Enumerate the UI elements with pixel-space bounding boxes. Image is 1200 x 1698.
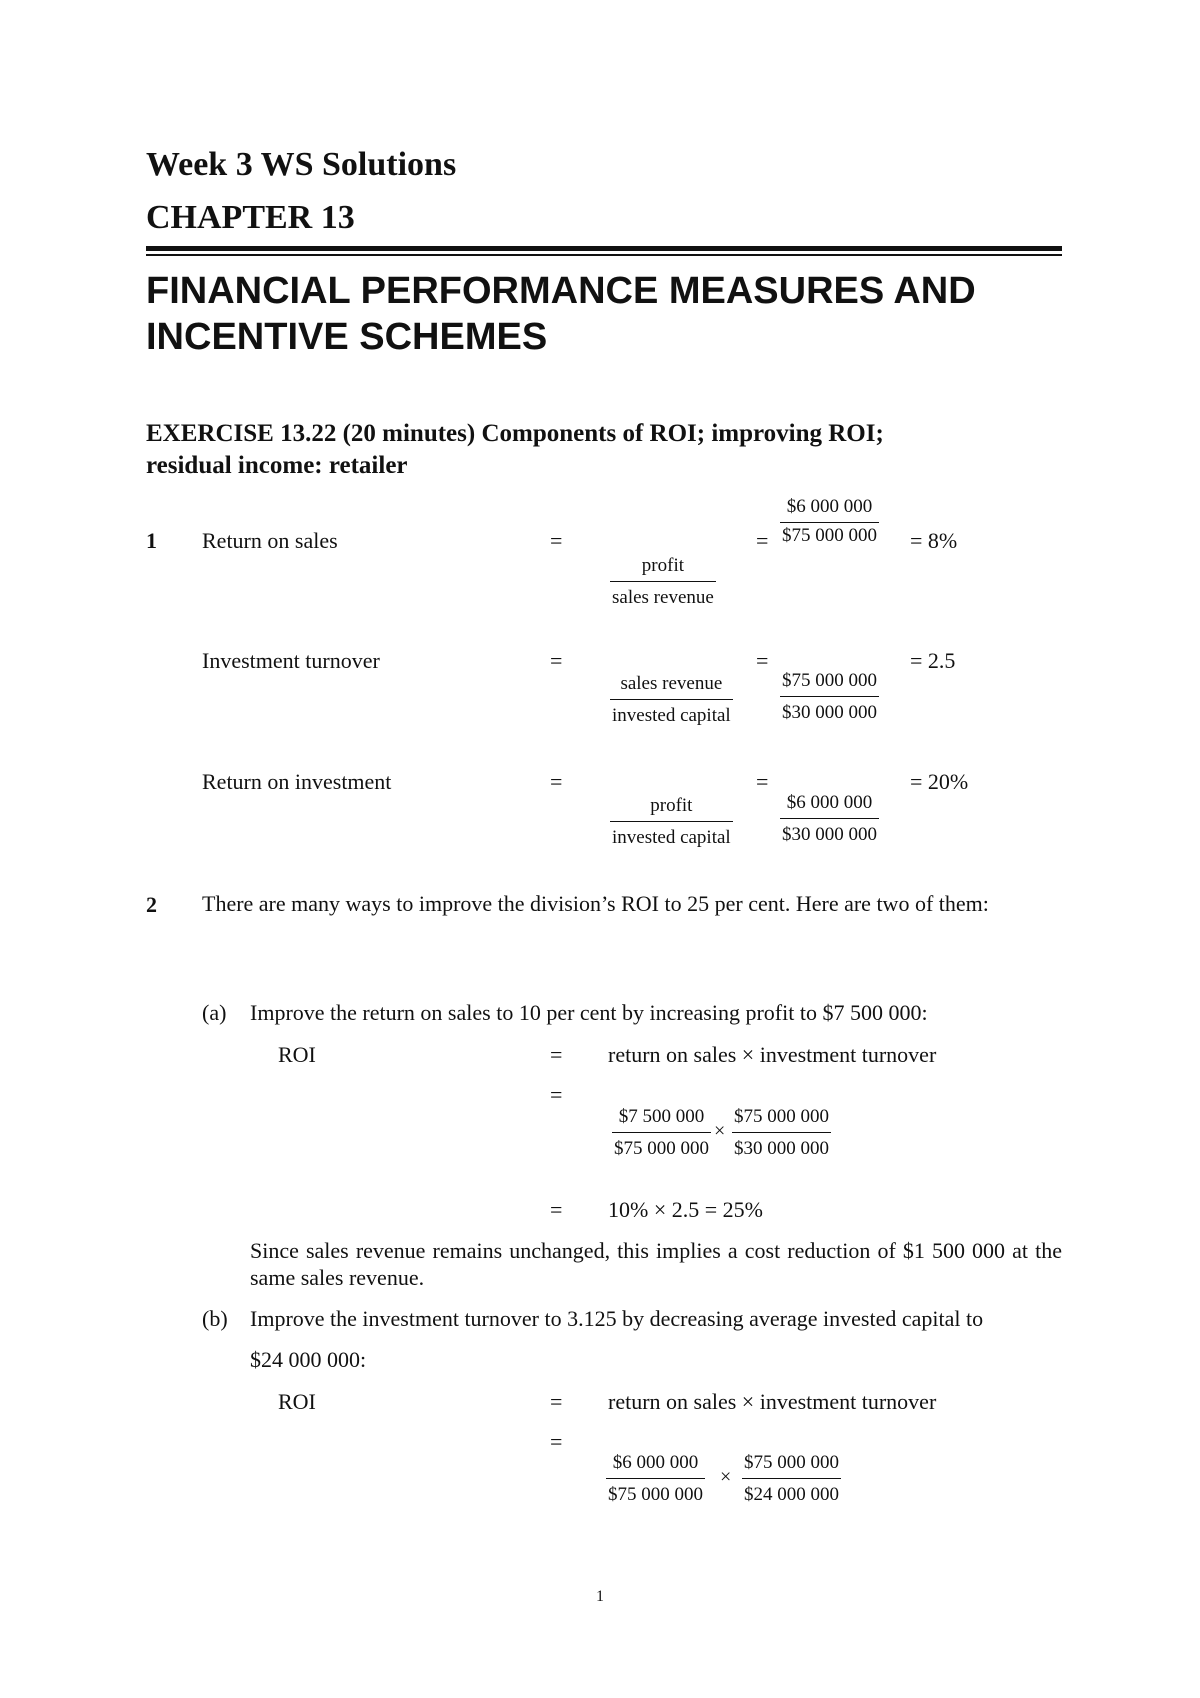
multiply-sign: × [720, 1466, 732, 1488]
part-1-number: 1 [146, 528, 157, 553]
option-a-text: Improve the return on sales to 10 per cent by increasing profit to $7 500 000: [250, 1000, 928, 1025]
return-on-sales-label: Return on sales [202, 528, 338, 553]
fraction-denominator: $30 000 000 [734, 1138, 829, 1159]
roi-label: ROI [278, 1389, 316, 1414]
return-on-investment-result: = 20% [910, 769, 969, 794]
formula-numerator: profit [610, 555, 716, 582]
formula-denominator: invested capital [612, 827, 731, 848]
return-on-sales-result: = 8% [910, 528, 958, 553]
roi-formula: return on sales × investment turnover [608, 1042, 937, 1067]
equals-sign: = [756, 648, 769, 673]
formula-denominator: invested capital [612, 705, 731, 726]
chapter-heading-line-1: FINANCIAL PERFORMANCE MEASURES AND [146, 270, 976, 312]
option-b-text-line-2: $24 000 000: [250, 1347, 367, 1372]
formula-numerator: sales revenue [610, 673, 733, 700]
exercise-heading-line-2: residual income: retailer [146, 452, 408, 479]
equals-sign: = [550, 769, 563, 794]
roi-label: ROI [278, 1042, 316, 1067]
divider-thin [146, 254, 1062, 256]
chapter-heading [146, 268, 1066, 360]
return-on-sales-formula [610, 555, 716, 609]
option-b-label: (b) [202, 1306, 228, 1331]
option-b-text-line-1: Improve the investment turnover to 3.125 by decreasing average invested capital to [250, 1306, 984, 1331]
fraction-denominator: $75 000 000 [614, 1138, 709, 1159]
formula-denominator: sales revenue [612, 587, 714, 608]
page-number: 1 [596, 1588, 604, 1605]
fraction-numerator: $75 000 000 [742, 1452, 841, 1479]
equals-sign: = [550, 528, 563, 553]
option-a-result: 10% × 2.5 = 25% [608, 1197, 763, 1222]
equals-sign: = [550, 1429, 563, 1454]
equals-sign: = [550, 1389, 563, 1414]
divider-thick [146, 246, 1062, 251]
fraction-numerator: $75 000 000 [732, 1106, 831, 1133]
return-on-investment-values [780, 792, 879, 846]
value-numerator: $75 000 000 [780, 670, 879, 697]
value-numerator: $6 000 000 [780, 496, 879, 523]
part-2-number: 2 [146, 892, 157, 917]
value-denominator: $30 000 000 [782, 824, 877, 845]
option-a-note: Since sales revenue remains unchanged, this implies a cost reduction of $1 500 000 at the same sales revenue. [250, 1238, 1062, 1290]
equals-sign: = [756, 769, 769, 794]
investment-turnover-label: Investment turnover [202, 648, 380, 673]
formula-numerator: profit [610, 795, 733, 822]
fraction-denominator: $24 000 000 [744, 1484, 839, 1505]
option-a-fraction-1 [612, 1106, 711, 1160]
equals-sign: = [756, 528, 769, 553]
investment-turnover-values [780, 670, 879, 724]
return-on-sales-values [780, 496, 879, 547]
value-denominator: $75 000 000 [782, 525, 877, 546]
investment-turnover-result: = 2.5 [910, 648, 956, 673]
equals-sign: = [550, 1042, 563, 1067]
fraction-denominator: $75 000 000 [608, 1484, 703, 1505]
chapter-label: CHAPTER 13 [146, 199, 355, 236]
equals-sign: = [550, 648, 563, 673]
equals-sign: = [550, 1197, 563, 1222]
option-a-fraction-2 [732, 1106, 831, 1160]
exercise-heading [146, 418, 1066, 482]
investment-turnover-formula [610, 673, 733, 727]
return-on-investment-label: Return on investment [202, 769, 392, 794]
chapter-heading-line-2: INCENTIVE SCHEMES [146, 316, 548, 358]
part-2-intro: There are many ways to improve the division’s ROI to 25 per cent. Here are two of them: [202, 891, 989, 916]
value-numerator: $6 000 000 [780, 792, 879, 819]
return-on-investment-formula [610, 795, 733, 849]
exercise-heading-line-1: EXERCISE 13.22 (20 minutes) Components of ROI; improving ROI; [146, 420, 884, 447]
option-a-label: (a) [202, 1000, 227, 1025]
equals-sign: = [550, 1082, 563, 1107]
option-b-fraction-1 [606, 1452, 705, 1506]
multiply-sign: × [714, 1120, 726, 1142]
option-b-fraction-2 [742, 1452, 841, 1506]
fraction-numerator: $6 000 000 [606, 1452, 705, 1479]
document-title: Week 3 WS Solutions [146, 146, 457, 183]
fraction-numerator: $7 500 000 [612, 1106, 711, 1133]
value-denominator: $30 000 000 [782, 702, 877, 723]
roi-formula: return on sales × investment turnover [608, 1389, 937, 1414]
